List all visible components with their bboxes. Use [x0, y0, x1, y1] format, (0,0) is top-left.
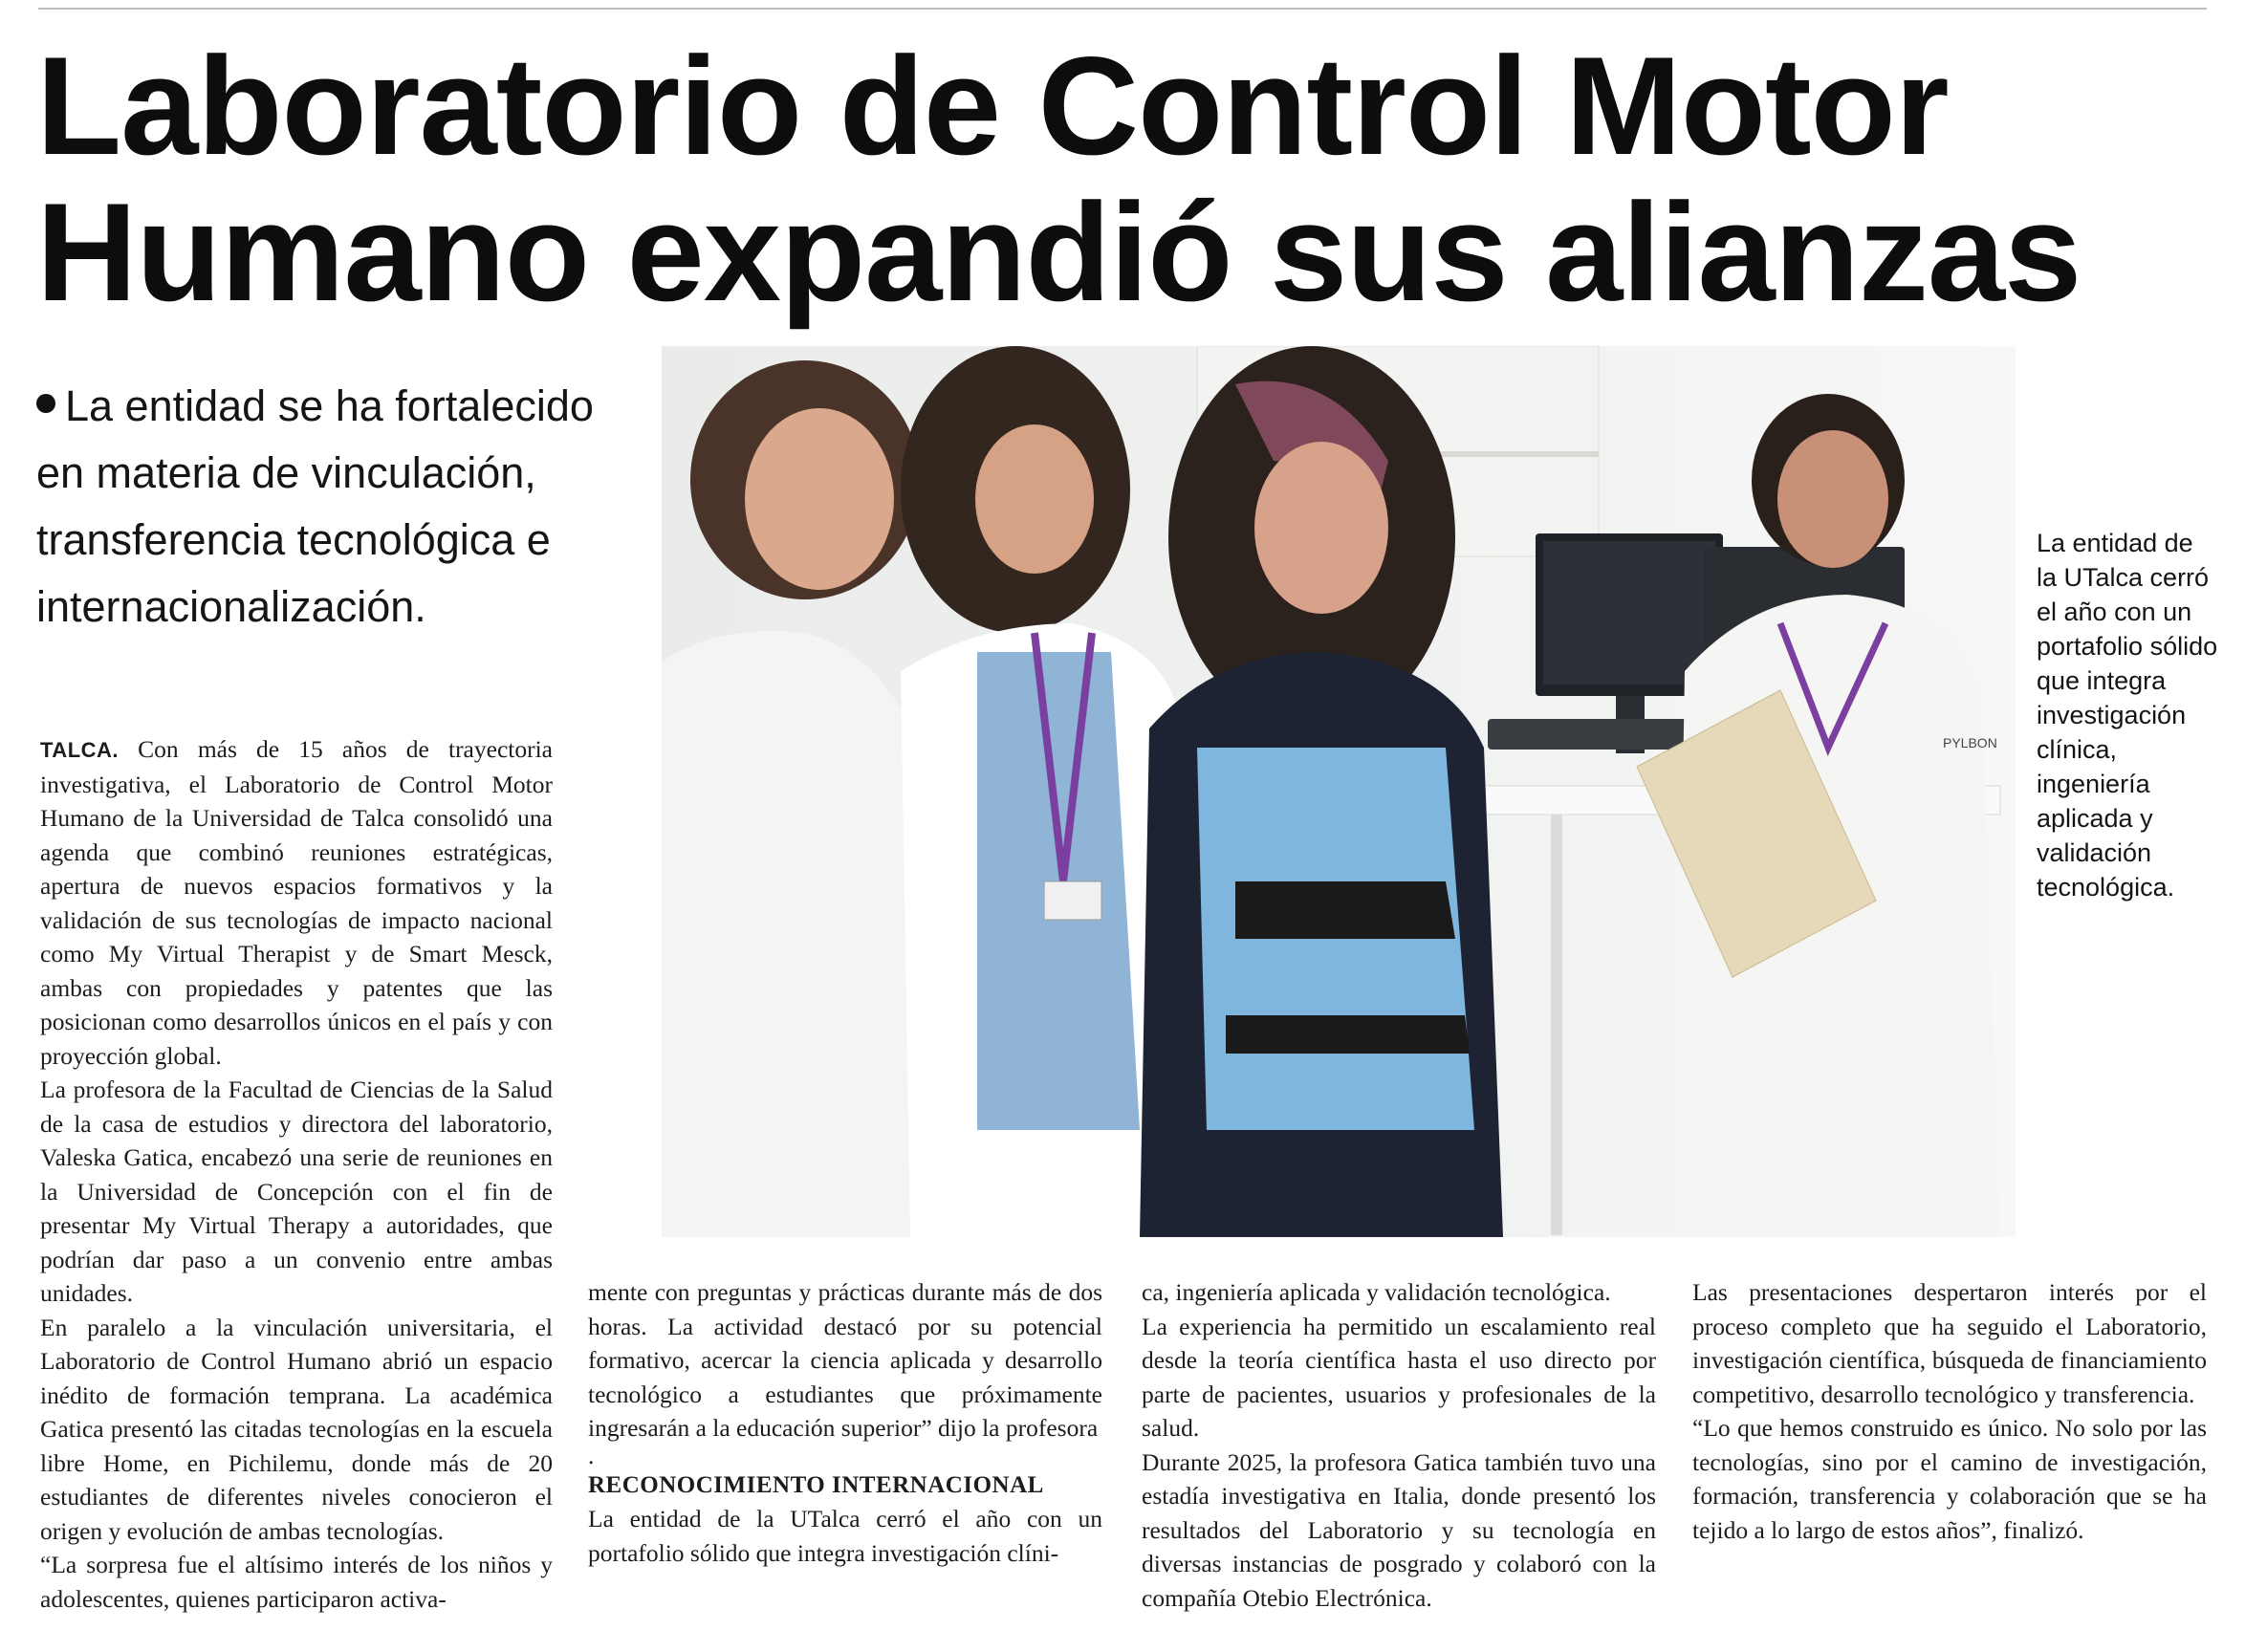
lab-photo [662, 346, 2016, 1237]
section-subhead: RECONOCIMIENTO INTERNACIONAL [588, 1471, 1044, 1498]
photo-caption: La entidad de la UTalca cerró el año con un portafolio sólido que integra investigación clínica, ingeniería aplicada y validación tecnológica. [2037, 529, 2218, 902]
bullet-icon [36, 394, 55, 413]
deck [36, 373, 648, 641]
article-column-2 [588, 1275, 1102, 1570]
paragraph: ca, ingeniería aplicada y validación tecnológica. [1142, 1278, 1611, 1306]
article-column-1 [40, 732, 553, 1616]
headline-line-1: Laboratorio de Control Motor [36, 28, 1949, 184]
paragraph-text: Con más de 15 años de trayectoria investigativa, el Laboratorio de Control Motor Humano de la Universidad de Talca consolidó una agenda que combinó reuniones estratégicas, apertura de nuevos espacios formativos y la validación de sus tecnologías de impacto nacional como My Virtual Therapist y de Smart Mesck, ambas con propiedades y patentes que las posicionan como desarrollos únicos en el país y con proyección global. [40, 735, 553, 1070]
badge [1044, 881, 1101, 920]
dateline: TALCA. [40, 738, 120, 762]
headline-line-2: Humano expandió sus alianzas [36, 174, 2082, 330]
paragraph: La profesora de la Facultad de Ciencias de la Salud de la casa de estudios y directora del laboratorio, Valeska Gatica, encabezó una serie de reuniones en la Universidad de Concepción con el fin de presentar My Virtual Therapy a autoridades, que podrían dar paso a un convenio entre ambas unidades. [40, 1076, 553, 1307]
person-3-face [1254, 442, 1388, 614]
coat-brand: PYLBON [1943, 735, 1997, 750]
paragraph: Las presentaciones despertaron interés por el proceso completo que ha seguido el Laboratorio, investigación científica, búsqueda de financiamiento competitivo, desarrollo tecnológico y transferencia. [1692, 1278, 2207, 1408]
person-4-face [1777, 430, 1888, 568]
article-column-3 [1142, 1275, 1656, 1615]
keyboard-icon [1488, 719, 1692, 750]
separator-dot: . [588, 1441, 595, 1469]
lab-photo-illustration [662, 346, 2016, 1237]
article-column-4 [1692, 1275, 2207, 1547]
paragraph: “La sorpresa fue el altísimo interés de los niños y adolescentes, quienes participaron activa- [40, 1551, 553, 1613]
paragraph: Durante 2025, la profesora Gatica también tuvo una estadía investigativa en Italia, donde presentó los resultados del Laboratorio y su tecnología en diversas instancias de posgrado y colaboró con la compañía Otebio Electrónica. [1142, 1447, 1656, 1612]
paragraph: En paralelo a la vinculación universitaria, el Laboratorio de Control Humano abrió un espacio inédito de formación temprana. La académica Gatica presentó las citadas tecnologías en la escuela libre Home, en Pichilemu, donde más de 20 estudiantes de diferentes niveles conocieron el origen y evolución de ambas tecnologías. [40, 1313, 553, 1545]
paragraph: mente con preguntas y prácticas durante más de dos horas. La actividad destacó por su potencial formativo, acercar la ciencia aplicada y desarrollo tecnológico a estudiantes que próximamente ingresarán a la educación superior” dijo la profesora [588, 1278, 1102, 1442]
person-2-face [975, 424, 1094, 574]
paragraph: La experiencia ha permitido un escalamiento real desde la teoría científica hasta el uso directo por parte de pacientes, usuarios y profesionales de la salud. [1142, 1312, 1656, 1442]
top-rule [38, 8, 2207, 10]
paragraph [40, 732, 553, 1073]
deck-text: La entidad se ha fortalecido en materia de vinculación, transferencia tecnológica e internacionalización. [36, 381, 594, 631]
person-1-face [745, 408, 894, 590]
paragraph: “Lo que hemos construido es único. No solo por las tecnologías, sino por el camino de investigación, formación, transferencia y colaboración que se ha tejido a lo largo de estos años”, finalizó. [1692, 1414, 2207, 1544]
paragraph: La entidad de la UTalca cerró el año con un portafolio sólido que integra investigación clíni- [588, 1505, 1102, 1567]
headline [36, 28, 2197, 330]
